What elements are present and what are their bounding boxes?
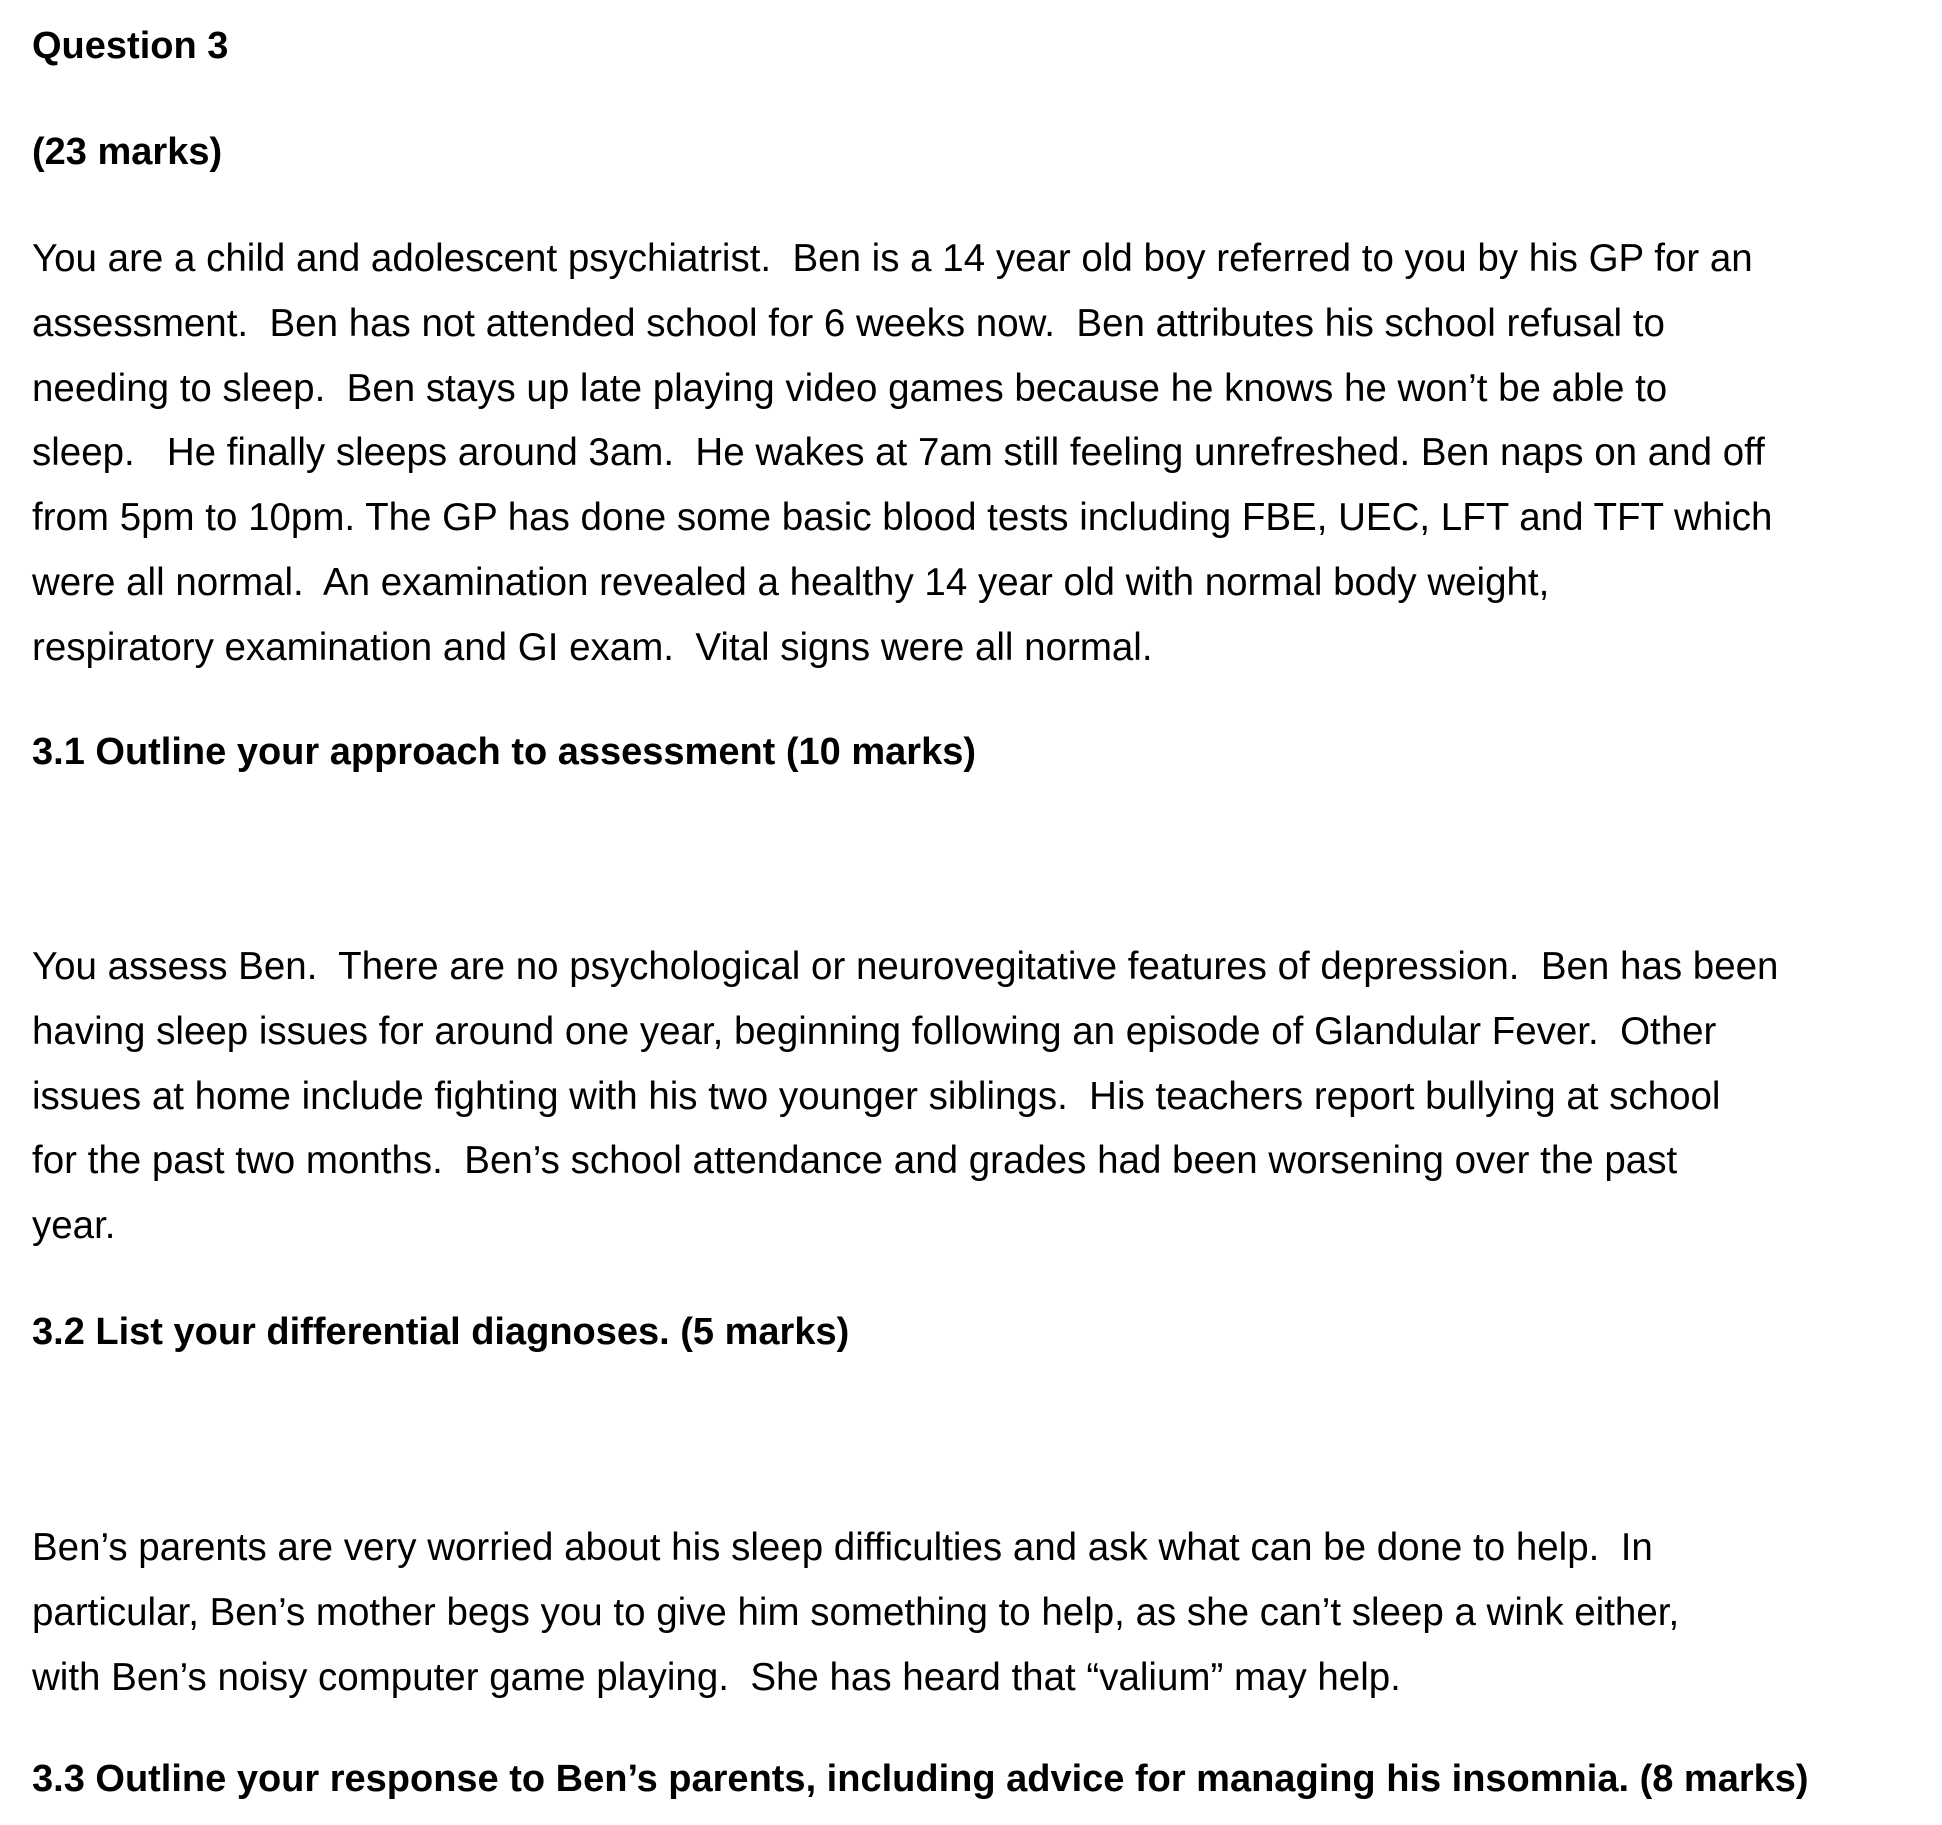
subquestion-3-2: 3.2 List your differential diagnoses. (5 marks) — [32, 1311, 850, 1353]
parents-line: with Ben’s noisy computer game playing. She has heard that “valium” may help. — [32, 1655, 1401, 1699]
parents-line: Ben’s parents are very worried about his sleep difficulties and ask what can be done to help. In — [32, 1526, 1653, 1569]
intro-line: from 5pm to 10pm. The GP has done some basic blood tests including FBE, UEC, LFT and TFT which — [32, 496, 1773, 540]
intro-line: assessment. Ben has not attended school for 6 weeks now. Ben attributes his school refusal to — [32, 301, 1665, 345]
intro-line: sleep. He finally sleeps around 3am. He wakes at 7am still feeling unrefreshed. Ben naps on and off — [32, 431, 1765, 475]
question-marks: (23 marks) — [32, 131, 223, 173]
subquestion-3-1: 3.1 Outline your approach to assessment (10 marks) — [32, 731, 977, 773]
assessment-paragraph — [32, 935, 1932, 1259]
parents-line: particular, Ben’s mother begs you to give him something to help, as she can’t sleep a wink either, — [32, 1590, 1680, 1634]
parents-paragraph — [32, 1516, 1932, 1710]
assessment-line: issues at home include fighting with his two younger siblings. His teachers report bullying at school — [32, 1074, 1721, 1118]
assessment-line: year. — [32, 1204, 116, 1248]
intro-line: were all normal. An examination revealed a healthy 14 year old with normal body weight, — [32, 560, 1550, 604]
subquestion-3-3: 3.3 Outline your response to Ben’s parents, including advice for managing his insomnia. (8 marks) — [32, 1758, 1809, 1800]
assessment-line: having sleep issues for around one year, beginning following an episode of Glandular Fever. Other — [32, 1009, 1717, 1053]
intro-line: respiratory examination and GI exam. Vital signs were all normal. — [32, 625, 1153, 669]
intro-line: needing to sleep. Ben stays up late playing video games because he knows he won’t be able to — [32, 366, 1668, 410]
question-title: Question 3 — [32, 25, 229, 67]
intro-line: You are a child and adolescent psychiatrist. Ben is a 14 year old boy referred to you by his GP for an — [32, 237, 1753, 280]
assessment-line: for the past two months. Ben’s school attendance and grades had been worsening over the past — [32, 1139, 1678, 1183]
assessment-line: You assess Ben. There are no psychological or neurovegitative features of depression. Ben has been — [32, 945, 1779, 988]
intro-paragraph — [32, 227, 1932, 681]
